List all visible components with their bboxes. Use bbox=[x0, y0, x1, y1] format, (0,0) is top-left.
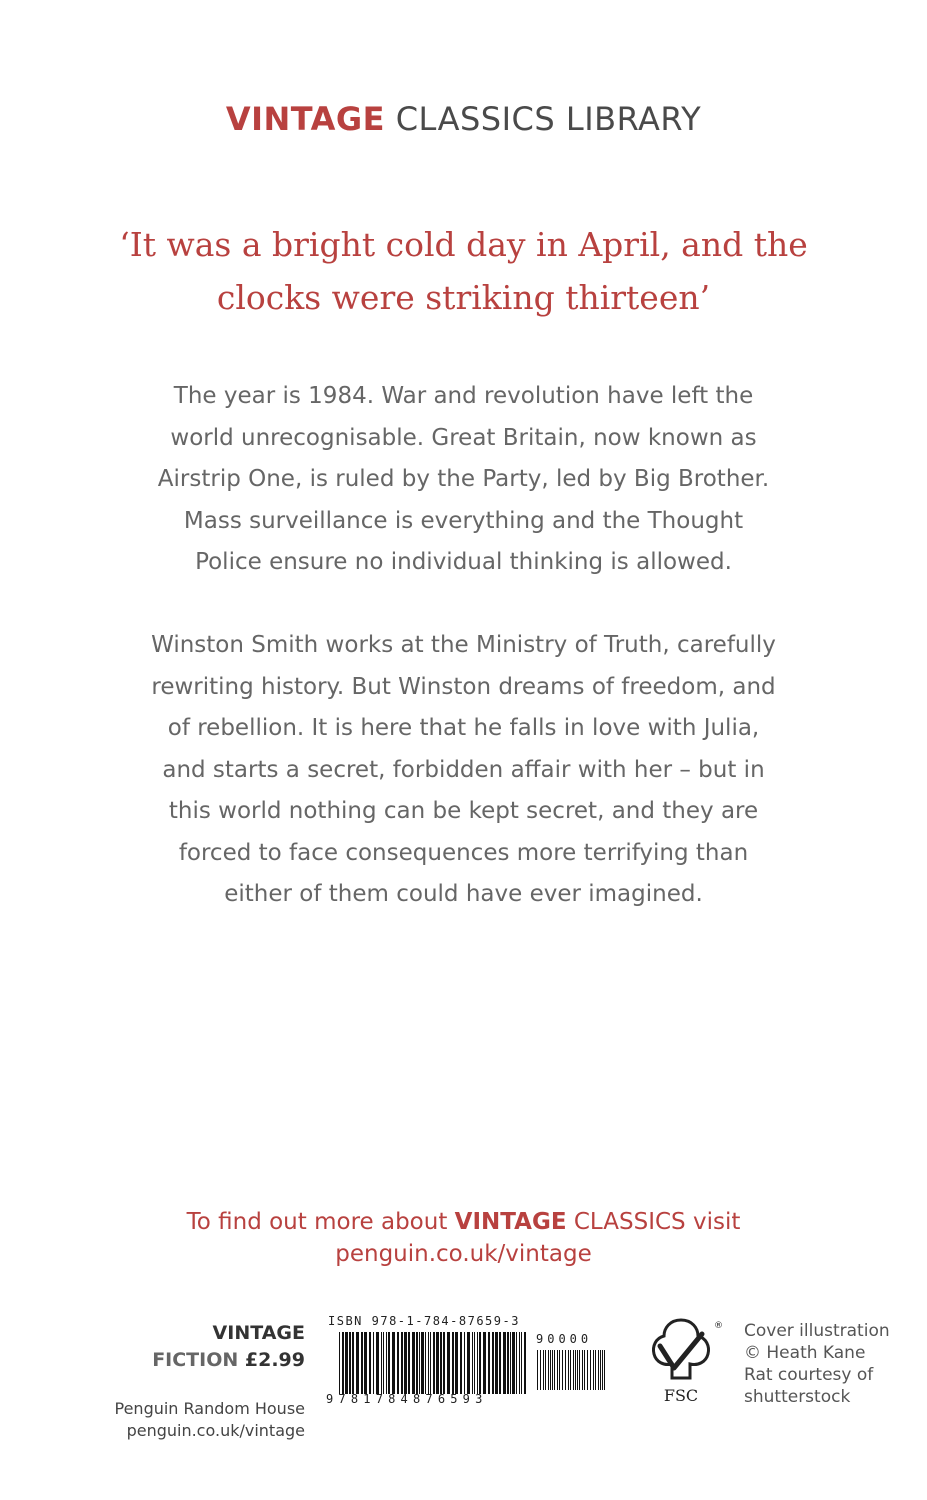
addon-digits: 90000 bbox=[536, 1332, 593, 1346]
credit-line: © Heath Kane bbox=[744, 1343, 866, 1363]
blurb-line: Police ensure no individual thinking is allowed. bbox=[195, 549, 732, 575]
find-out-more bbox=[0, 1206, 927, 1270]
barcode bbox=[320, 1314, 620, 1410]
isbn-text: ISBN 978-1-784-87659-3 bbox=[328, 1314, 520, 1328]
price-block bbox=[152, 1320, 305, 1374]
opening-quote bbox=[0, 218, 927, 324]
blurb-line: rewriting history. But Winston dreams of freedom, and bbox=[151, 673, 776, 700]
credit-line: shutterstock bbox=[744, 1387, 851, 1407]
price: £2.99 bbox=[244, 1349, 305, 1371]
blurb-paragraph-1 bbox=[100, 376, 827, 584]
blurb-line: Mass surveillance is everything and the Thought bbox=[183, 507, 744, 534]
credit-line: Rat courtesy of bbox=[744, 1365, 874, 1385]
blurb-line: of rebellion. It is here that he falls in love with Julia, bbox=[167, 715, 760, 741]
cover-credit bbox=[744, 1320, 914, 1408]
barcode-bars-icon bbox=[338, 1332, 528, 1394]
price-brand: VINTAGE bbox=[212, 1322, 305, 1344]
blurb-line: and starts a secret, forbidden affair with her – but in bbox=[162, 756, 765, 783]
quote-line: clocks were striking thirteen’ bbox=[216, 278, 711, 317]
find-out-prefix: To find out more about bbox=[186, 1209, 448, 1235]
blurb-line: forced to face consequences more terrifying than bbox=[178, 839, 749, 866]
price-category: FICTION bbox=[152, 1349, 239, 1371]
blurb-line: either of them could have ever imagined. bbox=[224, 881, 703, 907]
find-out-brand: VINTAGE bbox=[454, 1209, 567, 1235]
find-out-classics: CLASSICS bbox=[573, 1209, 686, 1235]
find-out-line bbox=[0, 1206, 927, 1238]
find-out-url[interactable]: penguin.co.uk/vintage bbox=[335, 1241, 592, 1267]
blurb-line: Winston Smith works at the Ministry of Truth, carefully bbox=[151, 632, 776, 658]
fsc-tree-icon bbox=[640, 1316, 722, 1386]
series-brand: VINTAGE bbox=[225, 100, 386, 138]
fsc-logo bbox=[640, 1316, 722, 1408]
blurb-line: this world nothing can be kept secret, and they are bbox=[168, 798, 759, 824]
publisher-url[interactable]: penguin.co.uk/vintage bbox=[126, 1421, 305, 1440]
barcode-addon-bars-icon bbox=[536, 1350, 608, 1390]
blurb-paragraph-2 bbox=[100, 625, 827, 916]
series-name: CLASSICS LIBRARY bbox=[395, 100, 702, 138]
series-header bbox=[0, 100, 927, 138]
quote-line: ‘It was a bright cold day in April, and the bbox=[119, 225, 808, 264]
registered-mark: ® bbox=[714, 1321, 723, 1331]
credit-line: Cover illustration bbox=[744, 1321, 890, 1341]
publisher bbox=[115, 1398, 306, 1442]
find-out-suffix: visit bbox=[692, 1209, 741, 1235]
blurb-line: world unrecognisable. Great Britain, now known as bbox=[170, 424, 757, 451]
blurb-line: Airstrip One, is ruled by the Party, led by Big Brother. bbox=[157, 466, 770, 492]
publisher-name: Penguin Random House bbox=[114, 1399, 305, 1418]
blurb-line: The year is 1984. War and revolution have left the bbox=[173, 383, 754, 409]
ean-digits: 9781784876593 bbox=[326, 1392, 488, 1406]
fsc-label: FSC bbox=[663, 1386, 699, 1405]
